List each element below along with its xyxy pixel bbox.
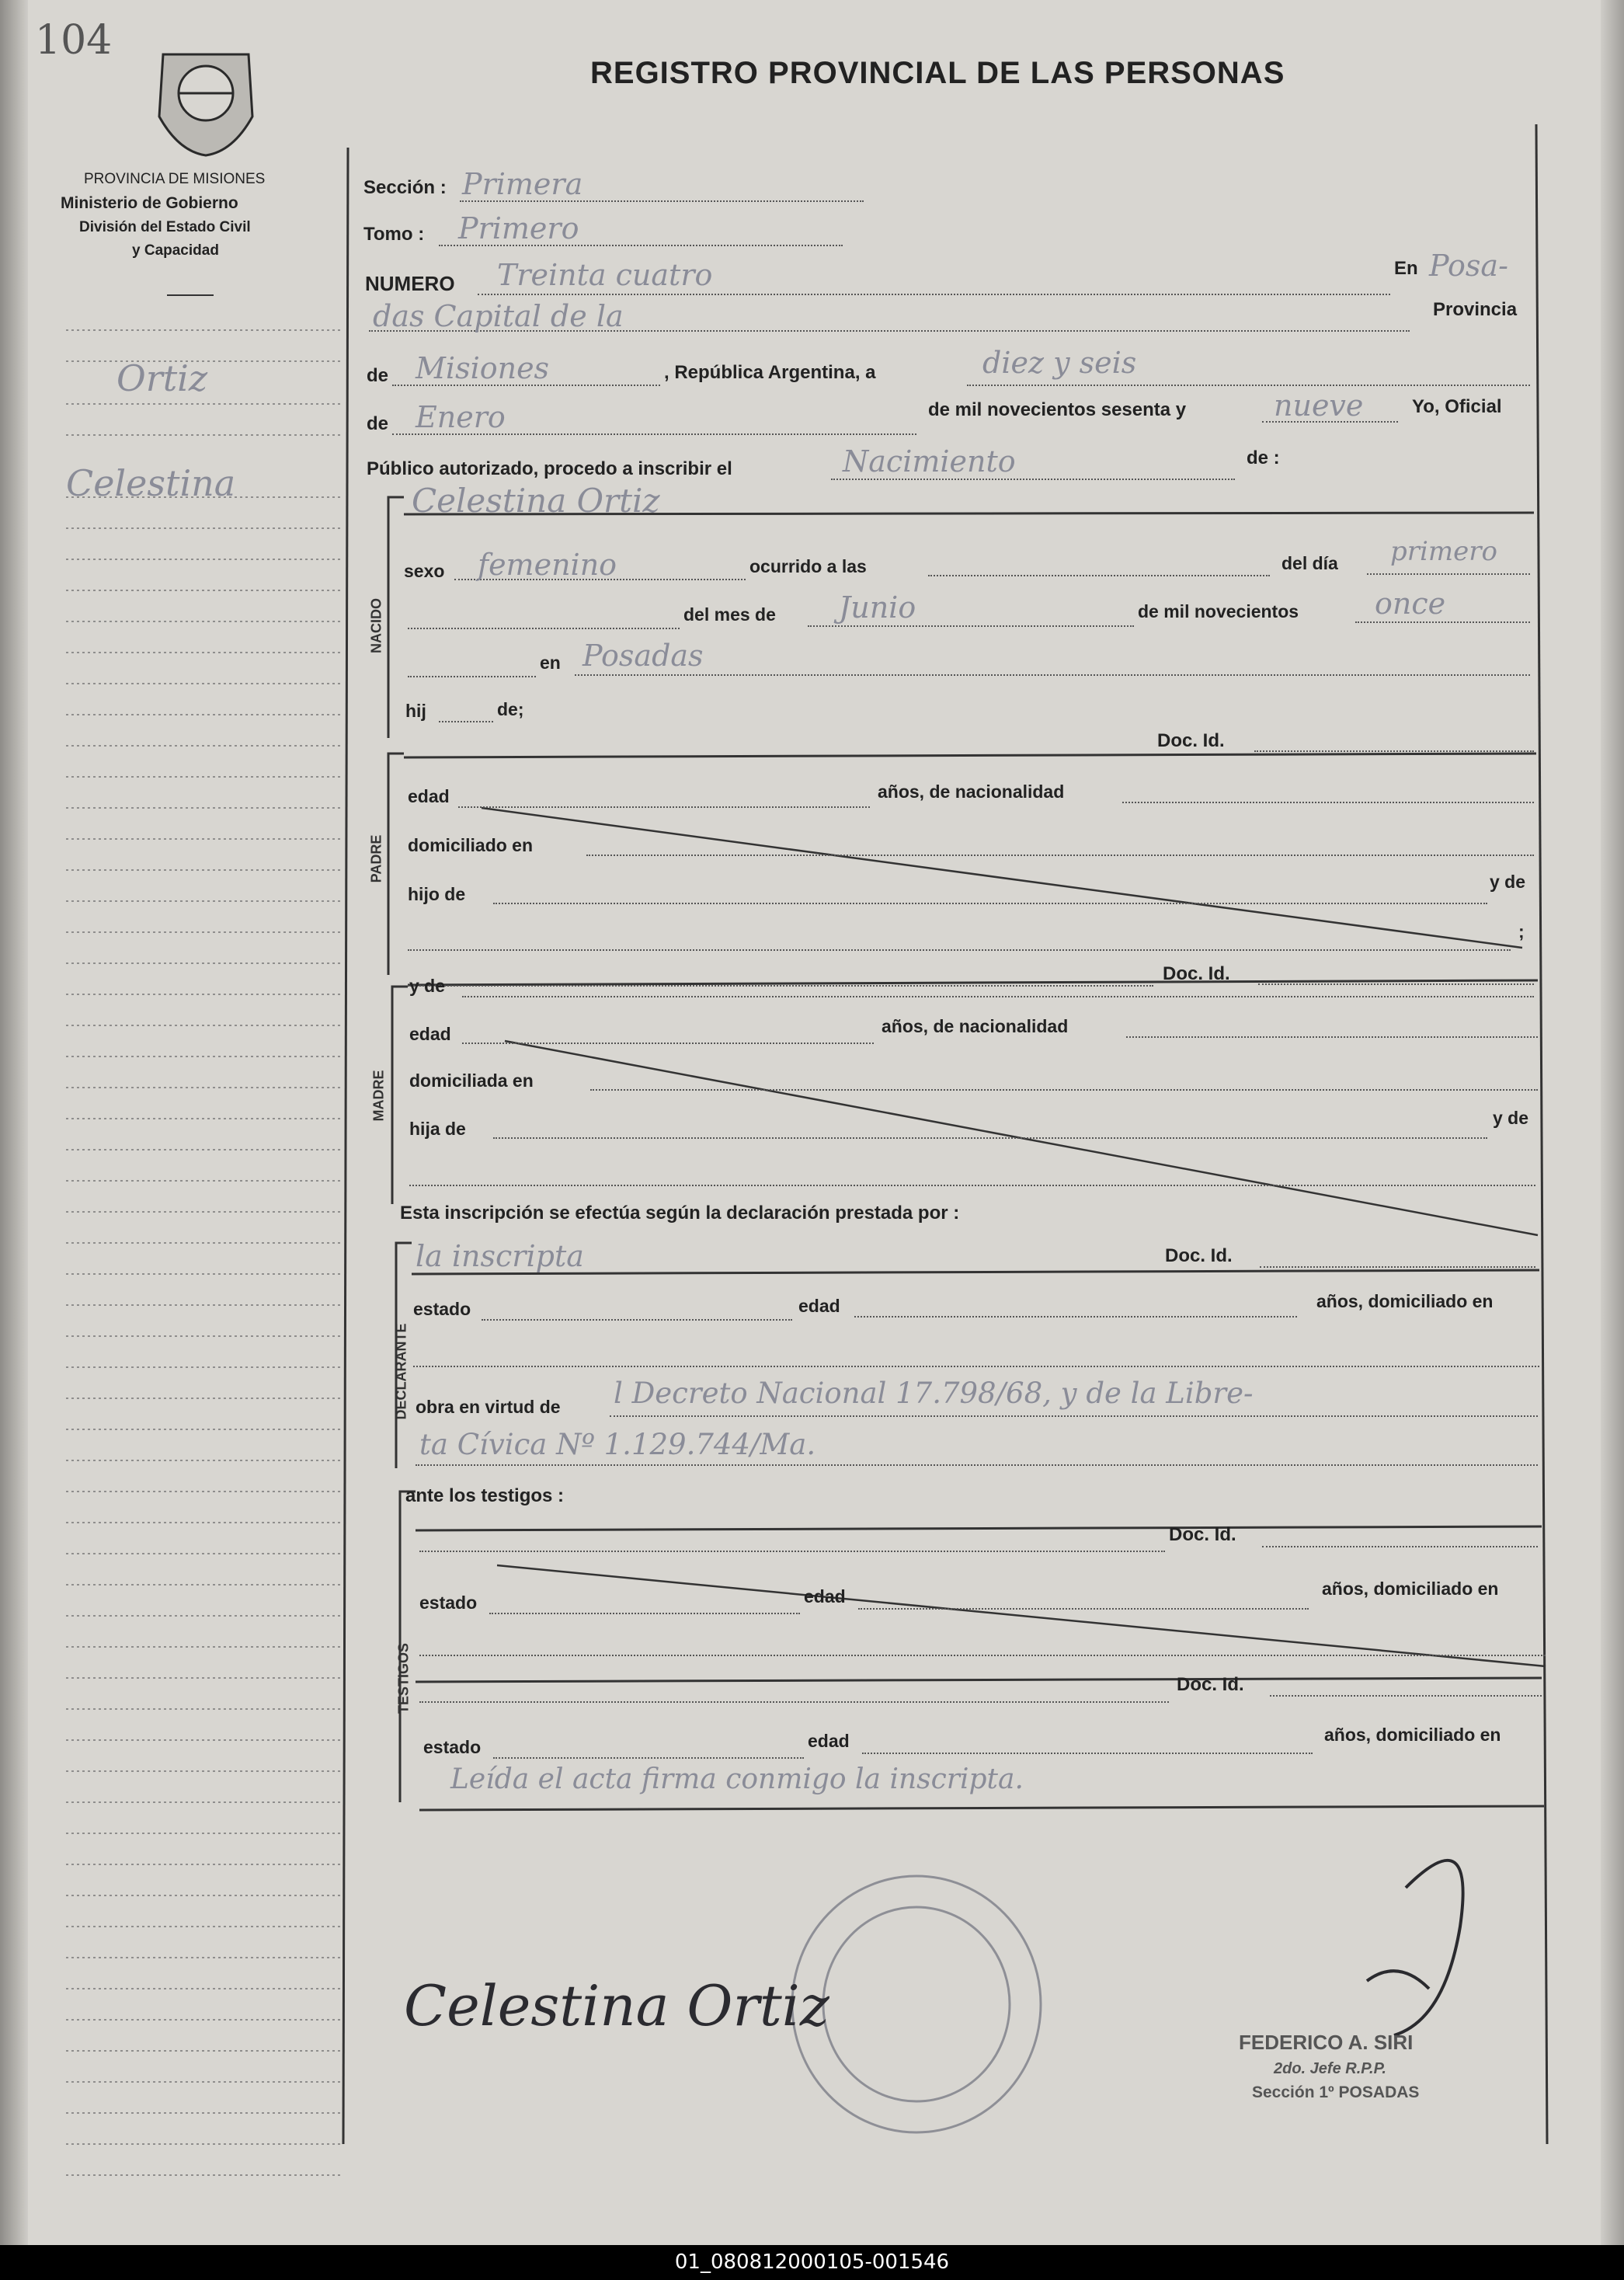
obra-value-2: ta Cívica Nº 1.129.744/Ma. xyxy=(419,1428,816,1461)
agency-province: PROVINCIA DE MISIONES xyxy=(84,171,266,187)
closing-note: Leída el acta firma conmigo la inscripta. xyxy=(450,1763,1024,1795)
mes-value: Junio xyxy=(839,590,916,625)
padre-yde-label: y de xyxy=(1490,872,1526,892)
de-colon-label: de : xyxy=(1247,447,1280,468)
declarante-estado-label: estado xyxy=(413,1299,471,1319)
margin-given-name: Celestina xyxy=(66,462,236,504)
madre-yde-top-label: y de xyxy=(409,976,446,996)
testigos-label: TESTIGOS xyxy=(395,1643,412,1714)
madre-edad-label: edad xyxy=(409,1024,451,1044)
margin-surname: Ortiz xyxy=(116,357,208,399)
ocurrido-label: ocurrido a las xyxy=(749,556,867,576)
declarante-label: DECLARANTE xyxy=(393,1323,409,1420)
tomo-label: Tomo : xyxy=(363,224,425,245)
padre-semicolon: ; xyxy=(1518,921,1525,942)
padre-nacionalidad-label: años, de nacionalidad xyxy=(878,781,1065,802)
tomo-value: Primero xyxy=(458,211,579,245)
en-label: En xyxy=(1394,258,1418,279)
padre-domicilio-label: domiciliado en xyxy=(408,835,534,855)
day-value: diez y seis xyxy=(982,346,1137,380)
madre-domicilio-label: domiciliada en xyxy=(409,1070,534,1091)
padre-label: PADRE xyxy=(368,834,384,883)
declarante-doc-label: Doc. Id. xyxy=(1165,1245,1233,1266)
agency-division: División del Estado Civil xyxy=(79,219,251,235)
year-value: nueve xyxy=(1274,388,1364,423)
en-value: Posa- xyxy=(1429,249,1508,283)
agency-capacidad: y Capacidad xyxy=(132,242,219,259)
testigo2-domicilio-label: años, domiciliado en xyxy=(1324,1725,1501,1745)
republica-label: , República Argentina, a xyxy=(664,362,876,383)
mil-label: de mil novecientos sesenta y xyxy=(928,399,1187,420)
numero-value: Treinta cuatro xyxy=(497,258,713,292)
official-name: FEDERICO A. SIRI xyxy=(1239,2031,1414,2054)
lugar-value: Posadas xyxy=(582,639,704,673)
obra-value-1: l Decreto Nacional 17.798/68, y de la Libre- xyxy=(614,1377,1254,1410)
sexo-label: sexo xyxy=(404,561,445,581)
acto-value: Nacimiento xyxy=(843,444,1016,479)
testigo1-doc-label: Doc. Id. xyxy=(1169,1524,1236,1545)
declarante-domicilio-label: años, domiciliado en xyxy=(1316,1291,1494,1311)
testigo2-doc-label: Doc. Id. xyxy=(1177,1674,1244,1695)
madre-yde-label: y de xyxy=(1493,1108,1529,1128)
image-caption: 01_080812000105-001546 xyxy=(0,2245,1624,2280)
place-value: das Capital de la xyxy=(373,299,624,333)
nacido-doc-label: Doc. Id. xyxy=(1157,730,1225,751)
official-section: Sección 1º POSADAS xyxy=(1252,2083,1420,2101)
testigos-intro: ante los testigos : xyxy=(405,1485,565,1506)
testigo1-edad-label: edad xyxy=(804,1586,846,1606)
sexo-value: femenino xyxy=(478,548,617,582)
inscripta-signature: Celestina Ortiz xyxy=(404,1973,829,2038)
testigo2-estado-label: estado xyxy=(423,1737,482,1757)
yo-label: Yo, Oficial xyxy=(1412,396,1502,417)
testigo1-estado-label: estado xyxy=(419,1593,478,1613)
mil-nac-label: de mil novecientos xyxy=(1138,601,1299,621)
agency-ministry: Ministerio de Gobierno xyxy=(61,194,238,212)
seccion-label: Sección : xyxy=(363,177,447,198)
official-title: 2do. Jefe R.P.P. xyxy=(1274,2060,1386,2077)
folio-number: 104 xyxy=(35,17,113,64)
madre-hija-label: hija de xyxy=(409,1119,466,1139)
madre-nacionalidad-label: años, de nacionalidad xyxy=(882,1016,1069,1036)
madre-label: MADRE xyxy=(370,1070,387,1122)
declarante-name: la inscripta xyxy=(416,1239,584,1273)
del-dia-label: del día xyxy=(1281,553,1338,573)
nacido-label: NACIDO xyxy=(368,598,384,653)
en-nac-label: en xyxy=(540,653,561,673)
dia-value: primero xyxy=(1390,536,1497,567)
province-value: Misiones xyxy=(416,351,550,385)
testigo2-edad-label: edad xyxy=(808,1731,850,1751)
provincia-label: Provincia xyxy=(1433,299,1518,320)
obra-label: obra en virtud de xyxy=(416,1397,561,1417)
anio-value: once xyxy=(1375,587,1446,621)
nacido-name: Celestina Ortiz xyxy=(412,482,660,520)
declarante-intro: Esta inscripción se efectúa según la declaración prestada por : xyxy=(400,1203,960,1224)
padre-edad-label: edad xyxy=(408,786,450,806)
declarante-edad-label: edad xyxy=(798,1296,840,1316)
seccion-value: Primera xyxy=(462,167,583,201)
de-month-label: de xyxy=(367,413,389,434)
del-mes-label: del mes de xyxy=(683,604,776,625)
de-label: de xyxy=(367,365,389,386)
page-title: REGISTRO PROVINCIAL DE LAS PERSONAS xyxy=(590,56,1285,90)
publico-label: Público autorizado, procedo a inscribir el xyxy=(367,458,732,479)
month-value: Enero xyxy=(416,400,506,434)
padre-hijo-label: hijo de xyxy=(408,884,466,904)
hij-de-label: de; xyxy=(497,699,524,719)
padre-doc-label: Doc. Id. xyxy=(1163,963,1230,984)
numero-label: NUMERO xyxy=(365,272,455,295)
testigo1-domicilio-label: años, domiciliado en xyxy=(1322,1579,1499,1599)
hij-label: hij xyxy=(405,701,426,721)
